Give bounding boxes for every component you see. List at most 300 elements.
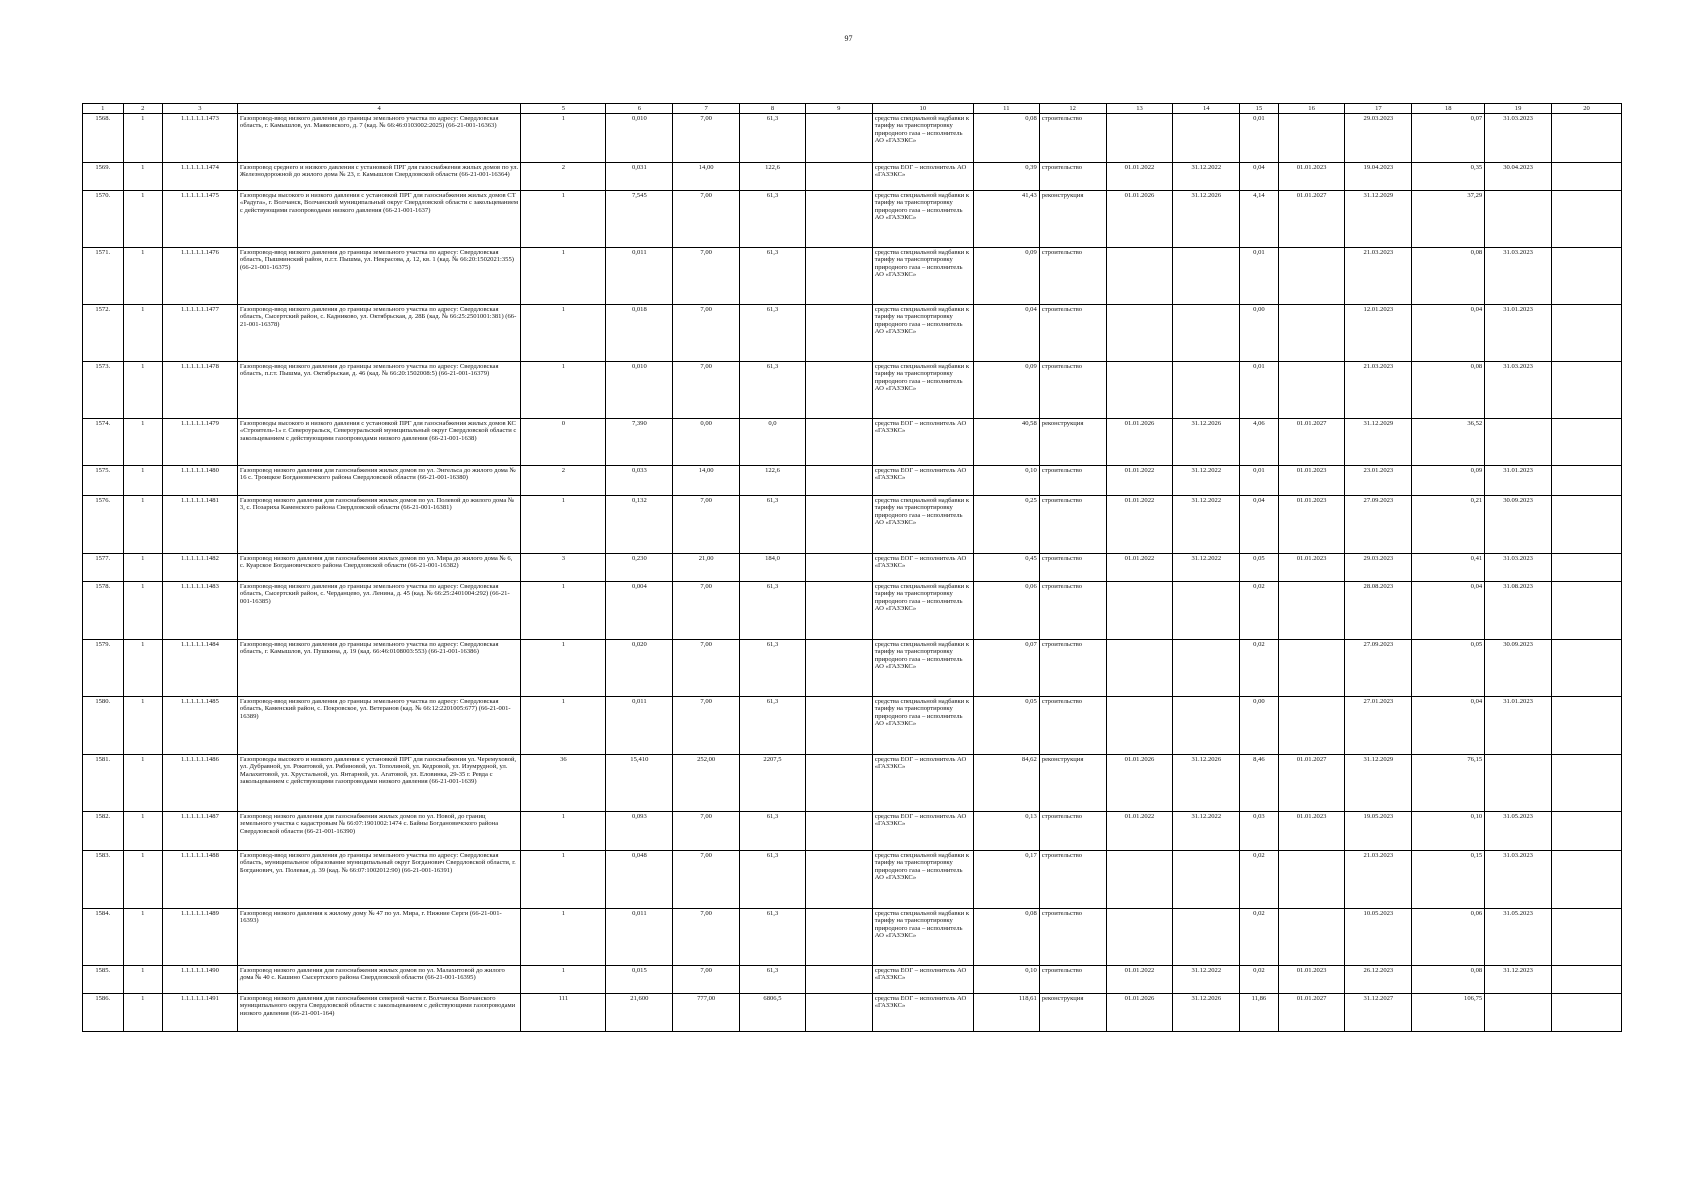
work-type: строительство [1039,496,1106,554]
count-cell: 2 [521,466,606,496]
table-row [83,851,1622,909]
completion-date: 26.12.2023 [1345,966,1412,994]
commission-date [1485,994,1552,1032]
date-cell: 01.01.2023 [1278,812,1345,851]
commission-date: 30.04.2023 [1485,163,1552,191]
project-code: 1.1.1.1.1.1477 [162,305,237,362]
work-type: реконструкция [1039,994,1106,1032]
project-code: 1.1.1.1.1.1473 [162,114,237,163]
funding-source: средства специальной надбавки к тарифу на транспортировку природного газа – исполнитель АО «ГАЗЭКС» [872,496,973,554]
row-number: 1575. [83,466,124,496]
commission-date: 30.09.2023 [1485,496,1552,554]
start-date: 01.01.2026 [1106,994,1173,1032]
empty-cell [805,362,872,419]
count-cell: 1 [521,305,606,362]
commission-date: 31.03.2023 [1485,248,1552,305]
cost-cell: 0,05 [973,697,1039,755]
commission-date [1485,419,1552,466]
empty-cell [1552,419,1622,466]
project-code: 1.1.1.1.1.1485 [162,697,237,755]
funding-source: средства ЕОГ – исполнитель АО «ГАЗЭКС» [872,755,973,812]
capacity-cell: 7,00 [673,305,740,362]
date-cell: 01.01.2027 [1278,994,1345,1032]
row-number: 1576. [83,496,124,554]
group-cell: 1 [123,812,162,851]
start-date [1106,305,1173,362]
group-cell: 1 [123,697,162,755]
date-cell [1278,640,1345,697]
work-type: реконструкция [1039,755,1106,812]
work-type: строительство [1039,966,1106,994]
capacity-cell: 7,00 [673,114,740,163]
project-code: 1.1.1.1.1.1479 [162,419,237,466]
commission-date: 31.05.2023 [1485,812,1552,851]
funding-source: средства специальной надбавки к тарифу на транспортировку природного газа – исполнитель АО «ГАЗЭКС» [872,305,973,362]
table-row [83,419,1622,466]
row-number: 1584. [83,909,124,966]
capacity-cell: 7,00 [673,909,740,966]
project-name: Газопровод-ввод низкого давления до границы земельного участка по адресу: Свердловская область, Пышминский район, п.г.т. Пышма, ул. Некрасова, д. 12, кв. 1 (кад. № 66:20:1502021:355) (66-21-001-16375) [237,248,521,305]
funding-source: средства ЕОГ – исполнитель АО «ГАЗЭКС» [872,163,973,191]
header-cell: 10 [872,104,973,114]
project-code: 1.1.1.1.1.1483 [162,582,237,640]
group-cell: 1 [123,755,162,812]
funding-source: средства ЕОГ – исполнитель АО «ГАЗЭКС» [872,419,973,466]
cost-part-cell: 4,06 [1240,419,1278,466]
length-cell: 0,033 [606,466,673,496]
length-cell: 0,230 [606,554,673,582]
funding-source: средства специальной надбавки к тарифу на транспортировку природного газа – исполнитель АО «ГАЗЭКС» [872,248,973,305]
cost-rest-cell: 37,29 [1412,191,1485,248]
table-row [83,582,1622,640]
project-code: 1.1.1.1.1.1484 [162,640,237,697]
project-name: Газопровод низкого давления для газоснабжения жилых домов по ул. Энгельса до жилого дома № 16 с. Троицкое Богдановичского района Свердловской области (66-21-001-16380) [237,466,521,496]
table-row [83,966,1622,994]
empty-cell [1552,362,1622,419]
end-date: 31.12.2022 [1173,496,1240,554]
cost-part-cell: 4,14 [1240,191,1278,248]
start-date: 01.01.2022 [1106,466,1173,496]
volume-cell: 61,3 [740,114,806,163]
cost-cell: 41,43 [973,191,1039,248]
group-cell: 1 [123,191,162,248]
date-cell: 01.01.2023 [1278,466,1345,496]
funding-source: средства ЕОГ – исполнитель АО «ГАЗЭКС» [872,466,973,496]
empty-cell [1552,191,1622,248]
empty-cell [805,697,872,755]
capacity-cell: 777,00 [673,994,740,1032]
header-row [83,104,1622,114]
end-date [1173,909,1240,966]
empty-cell [805,851,872,909]
header-cell: 17 [1345,104,1412,114]
volume-cell: 61,3 [740,697,806,755]
cost-part-cell: 0,03 [1240,812,1278,851]
group-cell: 1 [123,114,162,163]
start-date [1106,640,1173,697]
volume-cell: 184,0 [740,554,806,582]
date-cell: 01.01.2023 [1278,496,1345,554]
work-type: строительство [1039,305,1106,362]
table-row [83,909,1622,966]
date-cell: 01.01.2023 [1278,966,1345,994]
volume-cell: 122,6 [740,466,806,496]
cost-part-cell: 0,01 [1240,362,1278,419]
completion-date: 21.03.2023 [1345,851,1412,909]
cost-cell: 0,25 [973,496,1039,554]
work-type: реконструкция [1039,191,1106,248]
funding-source: средства специальной надбавки к тарифу на транспортировку природного газа – исполнитель АО «ГАЗЭКС» [872,697,973,755]
empty-cell [805,163,872,191]
count-cell: 1 [521,496,606,554]
project-code: 1.1.1.1.1.1488 [162,851,237,909]
work-type: строительство [1039,582,1106,640]
commission-date: 31.08.2023 [1485,582,1552,640]
work-type: строительство [1039,163,1106,191]
cost-cell: 0,39 [973,163,1039,191]
volume-cell: 61,3 [740,851,806,909]
count-cell: 1 [521,909,606,966]
length-cell: 7,390 [606,419,673,466]
volume-cell: 61,3 [740,909,806,966]
capacity-cell: 7,00 [673,697,740,755]
row-number: 1570. [83,191,124,248]
cost-part-cell: 8,46 [1240,755,1278,812]
cost-part-cell: 0,02 [1240,640,1278,697]
end-date [1173,362,1240,419]
header-cell: 12 [1039,104,1106,114]
table-row [83,554,1622,582]
completion-date: 19.05.2023 [1345,812,1412,851]
length-cell: 0,018 [606,305,673,362]
empty-cell [805,582,872,640]
end-date [1173,640,1240,697]
project-name: Газопровод низкого давления для газоснабжения северной части г. Волчанска Волчанского муниципального округа Свердловской области с закольцеванием с действующими газопроводами низкого давления (66-21-001-164) [237,994,521,1032]
date-cell [1278,114,1345,163]
group-cell: 1 [123,909,162,966]
header-cell: 15 [1240,104,1278,114]
cost-rest-cell: 0,04 [1412,697,1485,755]
work-type: строительство [1039,554,1106,582]
capacity-cell: 7,00 [673,582,740,640]
row-number: 1581. [83,755,124,812]
length-cell: 0,011 [606,248,673,305]
start-date: 01.01.2026 [1106,191,1173,248]
empty-cell [805,191,872,248]
cost-part-cell: 0,04 [1240,496,1278,554]
table-row [83,496,1622,554]
capacity-cell: 14,00 [673,163,740,191]
cost-rest-cell: 0,41 [1412,554,1485,582]
empty-cell [1552,812,1622,851]
date-cell: 01.01.2027 [1278,755,1345,812]
start-date [1106,362,1173,419]
funding-source: средства ЕОГ – исполнитель АО «ГАЗЭКС» [872,994,973,1032]
header-cell: 18 [1412,104,1485,114]
completion-date: 31.12.2029 [1345,755,1412,812]
header-cell: 9 [805,104,872,114]
empty-cell [805,496,872,554]
end-date: 31.12.2026 [1173,994,1240,1032]
project-code: 1.1.1.1.1.1487 [162,812,237,851]
completion-date: 29.03.2023 [1345,554,1412,582]
cost-cell: 0,13 [973,812,1039,851]
project-name: Газопровод-ввод низкого давления до границы земельного участка по адресу: Свердловская область, г. Камышлов, ул. Маяковского, д. 7 (кад. № 66:46:0103002:2025) (66-21-001-16363) [237,114,521,163]
date-cell [1278,305,1345,362]
capacity-cell: 7,00 [673,812,740,851]
work-type: строительство [1039,248,1106,305]
completion-date: 21.03.2023 [1345,248,1412,305]
funding-source: средства ЕОГ – исполнитель АО «ГАЗЭКС» [872,812,973,851]
capacity-cell: 7,00 [673,640,740,697]
work-type: строительство [1039,114,1106,163]
volume-cell: 61,3 [740,362,806,419]
investment-program-table [82,103,1622,1032]
group-cell: 1 [123,305,162,362]
project-code: 1.1.1.1.1.1478 [162,362,237,419]
empty-cell [805,419,872,466]
date-cell: 01.01.2023 [1278,163,1345,191]
capacity-cell: 252,00 [673,755,740,812]
empty-cell [1552,966,1622,994]
row-number: 1573. [83,362,124,419]
project-name: Газопроводы высокого и низкого давления с установкой ПРГ для газоснабжения жилых домов СТ «Радуга», г. Волчанск, Волчанский муниципальный округ Свердловской области с закольцеванием с действующими газопроводами низкого давления (66-21-001-1637) [237,191,521,248]
empty-cell [805,812,872,851]
empty-cell [805,248,872,305]
start-date: 01.01.2022 [1106,966,1173,994]
group-cell: 1 [123,554,162,582]
count-cell: 3 [521,554,606,582]
project-name: Газопровод-ввод низкого давления до границы земельного участка по адресу: Свердловская область, г. Камышлов, ул. Пушкина, д. 19 (кад. 66:46:0108003:553) (66-21-001-16386) [237,640,521,697]
capacity-cell: 7,00 [673,966,740,994]
empty-cell [805,114,872,163]
project-name: Газопровод низкого давления к жилому дому № 47 по ул. Мира, г. Нижние Серги (66-21-001-16393) [237,909,521,966]
project-code: 1.1.1.1.1.1476 [162,248,237,305]
group-cell: 1 [123,362,162,419]
commission-date [1485,755,1552,812]
completion-date: 23.01.2023 [1345,466,1412,496]
page-number: 97 [844,34,853,43]
date-cell: 01.01.2023 [1278,554,1345,582]
funding-source: средства специальной надбавки к тарифу на транспортировку природного газа – исполнитель АО «ГАЗЭКС» [872,640,973,697]
end-date [1173,851,1240,909]
count-cell: 1 [521,697,606,755]
cost-part-cell: 0,00 [1240,697,1278,755]
capacity-cell: 7,00 [673,851,740,909]
length-cell: 21,600 [606,994,673,1032]
cost-part-cell: 0,02 [1240,966,1278,994]
project-name: Газопровод низкого давления для газоснабжения жилых домов по ул. Полевой до жилого дома № 3, с. Позариха Каменского района Свердловской области (66-21-001-16381) [237,496,521,554]
cost-cell: 0,04 [973,305,1039,362]
cost-part-cell: 0,02 [1240,582,1278,640]
cost-rest-cell: 0,08 [1412,362,1485,419]
completion-date: 31.12.2029 [1345,419,1412,466]
empty-cell [1552,582,1622,640]
table-row [83,697,1622,755]
cost-cell: 0,17 [973,851,1039,909]
commission-date [1485,191,1552,248]
empty-cell [805,966,872,994]
table-row [83,305,1622,362]
date-cell: 01.01.2027 [1278,191,1345,248]
cost-cell: 118,61 [973,994,1039,1032]
row-number: 1569. [83,163,124,191]
commission-date: 31.03.2023 [1485,554,1552,582]
empty-cell [1552,496,1622,554]
cost-part-cell: 0,01 [1240,248,1278,305]
date-cell [1278,582,1345,640]
work-type: строительство [1039,640,1106,697]
cost-cell: 0,10 [973,466,1039,496]
group-cell: 1 [123,640,162,697]
completion-date: 28.08.2023 [1345,582,1412,640]
capacity-cell: 7,00 [673,191,740,248]
header-cell: 13 [1106,104,1173,114]
start-date [1106,851,1173,909]
count-cell: 0 [521,419,606,466]
cost-cell: 0,08 [973,114,1039,163]
project-code: 1.1.1.1.1.1475 [162,191,237,248]
row-number: 1571. [83,248,124,305]
count-cell: 36 [521,755,606,812]
length-cell: 0,020 [606,640,673,697]
empty-cell [1552,851,1622,909]
count-cell: 1 [521,812,606,851]
volume-cell: 0,0 [740,419,806,466]
end-date: 31.12.2022 [1173,163,1240,191]
row-number: 1568. [83,114,124,163]
table-row [83,362,1622,419]
date-cell [1278,697,1345,755]
completion-date: 31.12.2027 [1345,994,1412,1032]
empty-cell [1552,163,1622,191]
project-name: Газопровод среднего и низкого давления с установкой ПРГ для газоснабжения жилых домов по ул. Железнодорожной до жилого дома № 23, г. Камышлов Свердловской области (66-21-001-16364) [237,163,521,191]
count-cell: 1 [521,248,606,305]
project-name: Газопровод-ввод низкого давления до границы земельного участка по адресу: Свердловская область, Каменский район, с. Покровское, ул. Ветеранов (кад. № 66:12:2201005:677) (66-21-001-16389) [237,697,521,755]
commission-date: 31.03.2023 [1485,851,1552,909]
header-cell: 8 [740,104,806,114]
row-number: 1574. [83,419,124,466]
empty-cell [1552,640,1622,697]
project-code: 1.1.1.1.1.1480 [162,466,237,496]
table-row [83,812,1622,851]
volume-cell: 61,3 [740,966,806,994]
empty-cell [1552,466,1622,496]
table-row [83,114,1622,163]
empty-cell [805,466,872,496]
length-cell: 0,004 [606,582,673,640]
cost-cell: 40,58 [973,419,1039,466]
cost-cell: 0,10 [973,966,1039,994]
cost-rest-cell: 0,04 [1412,582,1485,640]
length-cell: 0,011 [606,909,673,966]
funding-source: средства ЕОГ – исполнитель АО «ГАЗЭКС» [872,554,973,582]
end-date: 31.12.2026 [1173,755,1240,812]
cost-part-cell: 0,04 [1240,163,1278,191]
empty-cell [1552,994,1622,1032]
header-cell: 2 [123,104,162,114]
project-name: Газопровод-ввод низкого давления до границы земельного участка по адресу: Свердловская область, муниципальное образование муниципальный округ Богданович Свердловской области, г. Богданович, ул. Полевая, д. 39 (кад. № 66:07:1002012:90) (66-21-001-16391) [237,851,521,909]
header-cell: 6 [606,104,673,114]
empty-cell [1552,305,1622,362]
cost-rest-cell: 0,04 [1412,305,1485,362]
length-cell: 0,015 [606,966,673,994]
table-row [83,248,1622,305]
count-cell: 1 [521,114,606,163]
start-date [1106,582,1173,640]
row-number: 1572. [83,305,124,362]
length-cell: 0,011 [606,697,673,755]
project-code: 1.1.1.1.1.1489 [162,909,237,966]
length-cell: 0,010 [606,362,673,419]
project-name: Газопровод низкого давления для газоснабжения жилых домов по ул. Малахитовой до жилого дома № 40 с. Кашино Сысертского района Свердловской области (66-21-001-16395) [237,966,521,994]
cost-rest-cell: 106,75 [1412,994,1485,1032]
volume-cell: 2207,5 [740,755,806,812]
completion-date: 27.01.2023 [1345,697,1412,755]
commission-date: 31.12.2023 [1485,966,1552,994]
count-cell: 1 [521,966,606,994]
capacity-cell: 7,00 [673,496,740,554]
length-cell: 0,132 [606,496,673,554]
funding-source: средства специальной надбавки к тарифу на транспортировку природного газа – исполнитель АО «ГАЗЭКС» [872,362,973,419]
end-date [1173,697,1240,755]
empty-cell [1552,697,1622,755]
cost-cell: 0,09 [973,362,1039,419]
cost-rest-cell: 0,15 [1412,851,1485,909]
completion-date: 29.03.2023 [1345,114,1412,163]
group-cell: 1 [123,851,162,909]
funding-source: средства специальной надбавки к тарифу на транспортировку природного газа – исполнитель АО «ГАЗЭКС» [872,114,973,163]
date-cell [1278,851,1345,909]
cost-cell: 84,62 [973,755,1039,812]
row-number: 1577. [83,554,124,582]
project-code: 1.1.1.1.1.1474 [162,163,237,191]
length-cell: 0,093 [606,812,673,851]
volume-cell: 61,3 [740,191,806,248]
length-cell: 15,410 [606,755,673,812]
project-name: Газопровод низкого давления для газоснабжения жилых домов по ул. Мира до жилого дома № 6, с. Куарское Богдановичского района Свердловской области (66-21-001-16382) [237,554,521,582]
funding-source: средства специальной надбавки к тарифу на транспортировку природного газа – исполнитель АО «ГАЗЭКС» [872,191,973,248]
volume-cell: 61,3 [740,640,806,697]
project-code: 1.1.1.1.1.1490 [162,966,237,994]
count-cell: 1 [521,582,606,640]
work-type: строительство [1039,697,1106,755]
group-cell: 1 [123,582,162,640]
completion-date: 27.09.2023 [1345,496,1412,554]
work-type: строительство [1039,812,1106,851]
cost-rest-cell: 0,09 [1412,466,1485,496]
commission-date: 31.03.2023 [1485,362,1552,419]
count-cell: 1 [521,851,606,909]
project-name: Газопровод-ввод низкого давления до границы земельного участка по адресу: Свердловская область, Сысертский район, с. Черданцево, ул. Ленина, д. 45 (кад. № 66:25:2401004:292) (66-21-001-16385) [237,582,521,640]
date-cell [1278,248,1345,305]
end-date [1173,248,1240,305]
commission-date: 31.05.2023 [1485,909,1552,966]
count-cell: 1 [521,640,606,697]
group-cell: 1 [123,163,162,191]
start-date [1106,909,1173,966]
table-row [83,466,1622,496]
length-cell: 0,010 [606,114,673,163]
start-date: 01.01.2026 [1106,755,1173,812]
header-cell: 11 [973,104,1039,114]
empty-cell [805,640,872,697]
start-date: 01.01.2022 [1106,163,1173,191]
table-row [83,191,1622,248]
cost-rest-cell: 0,21 [1412,496,1485,554]
completion-date: 19.04.2023 [1345,163,1412,191]
group-cell: 1 [123,419,162,466]
